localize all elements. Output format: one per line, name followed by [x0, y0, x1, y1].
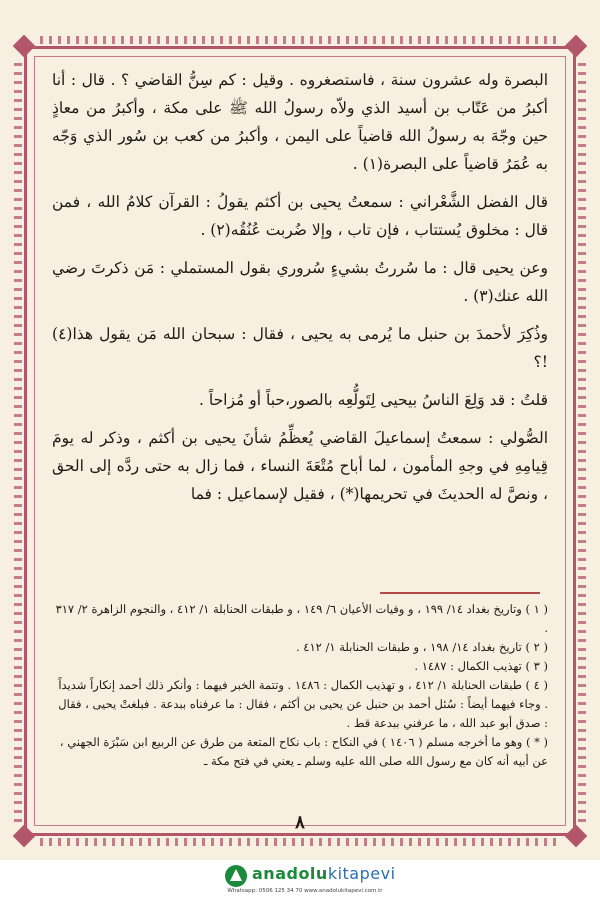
- footnotes: [52, 600, 548, 771]
- paragraph: البصرة وله عشرون سنة ، فاستصغروه . وقيل : كم سِنُّ القاضي ؟ . قال : أنا أكبرُ من عَتّاب بن أسيد الذي ولاّه رسولُ الله ﷺ على مكة ، وأكبرُ من معاذٍ حين وجّهَ به رسولُ الله قاضياً على اليمن ، وأكبرُ من كعب بن سُور الذي وَجّه به عُمَرُ قاضياً على البصرة(١) .: [52, 71, 548, 173]
- publisher-logo-icon: [224, 864, 248, 888]
- footnote: ( ٤ ) طبقات الحنابلة ١/ ٤١٢ ، و تهذيب الكمال : ١٤٨٦ . وتتمة الخبر فيهما : وأنكر ذلك أحمد إنكاراً شديداً . وجاء فيهما أيضاً : سُئل أحمد بن حنبل عن يحيى بن أكثم ، فقال : ما عرفناه ببدعة . فبلغتْ يحيى ، فقال : صدق أبو عبد الله ، ما عرفني ببدعة قط .: [58, 678, 548, 730]
- left-ornament-border: [578, 62, 586, 822]
- top-ornament-border: [40, 36, 560, 44]
- paragraph: قلتُ : قد وَلِعَ الناسُ بيحيى لِتَولُّعِه بالصور،حباً أو مُزاحاً .: [199, 391, 548, 409]
- page-number: ٨: [295, 812, 305, 833]
- publisher-watermark: [220, 862, 396, 898]
- paragraph: قال الفضل الشَّعْراني : سمعتُ يحيى بن أكثم يقولُ : القرآن كلامُ الله ، فمن قال : مخلوق يُستتاب ، فإن تاب ، وإلا ضُربت عُنُقُه(٢) .: [52, 193, 548, 239]
- publisher-name-part1: anadolu: [252, 864, 328, 883]
- publisher-contact: Whatsapp: 0506 125 34 70 www.anadolukitapevi.com.tr: [227, 888, 383, 894]
- publisher-name: [252, 864, 396, 883]
- footnote: ( * ) وهو ما أخرجه مسلم ( ١٤٠٦ ) في النكاح : باب نكاح المتعة من طرق عن الربيع ابن سَبْرَة الجهني ، عن أبيه أنه كان مع رسول الله صلى الله عليه وسلم ـ يعني في فتح مكة ـ: [59, 735, 548, 768]
- footnote: ( ٣ ) تهذيب الكمال : ١٤٨٧ .: [414, 659, 548, 673]
- paragraph: الصُّولي : سمعتُ إسماعيلَ القاضي يُعظِّمُ شأنَ يحيى بن أكثم ، وذكر له يومَ قِيامِهِ في وجهِ المأمون ، لما أباح مُتْعَةَ النساء ، فما زال به حتى ردَّه إلى الحق ، ونصَّ له الحديثَ في تحريمها(*) ، فقيل لإسماعيل : فما: [52, 429, 548, 503]
- footnote-divider: [380, 592, 540, 594]
- paragraph: وذُكِرَ لأحمدَ بن حنبل ما يُرمى به يحيى ، فقال : سبحان الله مَن يقول هذا(٤) !؟: [52, 325, 548, 371]
- publisher-name-part2: kitapevi: [327, 864, 396, 883]
- main-text: [52, 66, 548, 518]
- paragraph: وعن يحيى قال : ما سُررتُ بشيءٍ سُروري بقول المستملي : مَن ذكرتَ رضي الله عنك(٣) .: [52, 259, 548, 305]
- footnote: ( ٢ ) تاريخ بغداد ١٤/ ١٩٨ ، و طبقات الحنابلة ١/ ٤١٢ .: [295, 640, 548, 654]
- bottom-ornament-border: [40, 838, 560, 846]
- footnote: ( ١ ) وتاريخ بغداد ١٤/ ١٩٩ ، و وفيات الأعيان ٦/ ١٤٩ ، و طبقات الحنابلة ١/ ٤١٢ ، والنجوم الزاهرة ٢/ ٣١٧ .: [55, 602, 548, 635]
- right-ornament-border: [14, 62, 22, 822]
